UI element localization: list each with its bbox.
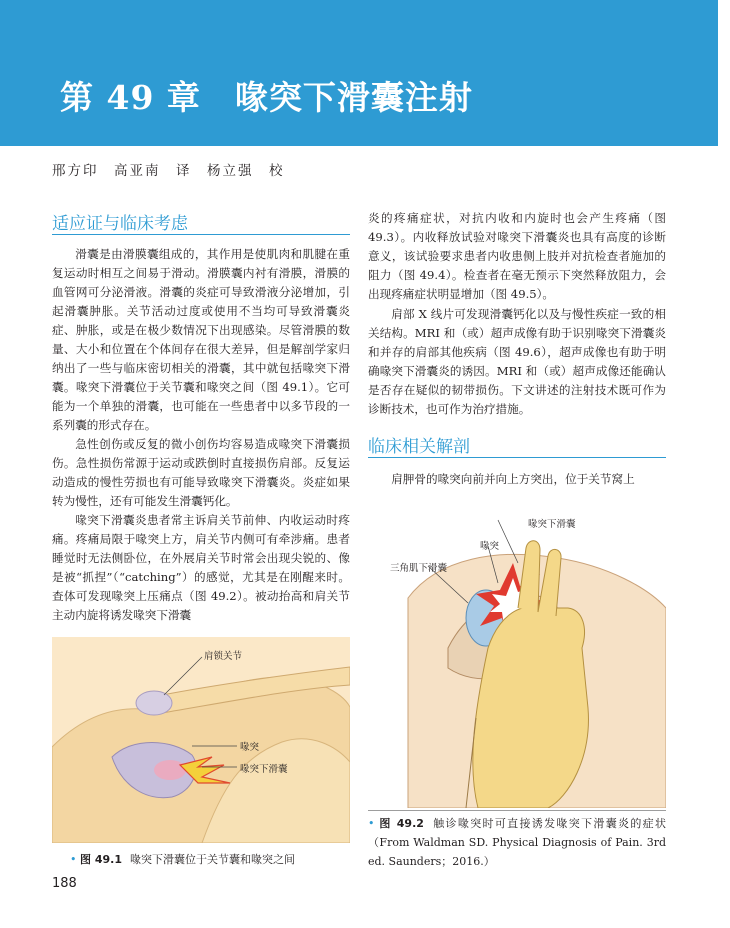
paragraph-imaging: 肩部 X 线片可发现滑囊钙化以及与慢性疾症一致的相关结构。MRI 和（或）超声成像有助于识别喙突下滑囊炎和并存的肩部其他疾病（图 49.6），超声成像也有助于明确喙突下滑囊炎的诱因。MRI 和（或）超声成像还能确认是否存在疑似的韧带损伤。下文讲述的注射技术既可作为诊断技术，也可作为治疗措施。 <box>368 307 666 416</box>
paragraph-symptoms: 喙突下滑囊炎患者常主诉肩关节前伸、内收运动时疼痛。疼痛局限于喙突上方，肩关节内侧可有牵涉痛。患者睡觉时无法侧卧位，在外展肩关节时常会出现尖锐的、像是被“抓捏”（“catching”）的感觉，尤其是在刚醒来时。查体可发现喙突上压痛点（图 49.2）。被动抬高和肩关节主动内旋将诱发喙突下滑囊 <box>52 513 350 622</box>
paragraph-injury: 急性创伤或反复的微小创伤均容易造成喙突下滑囊损伤。急性损伤常源于运动或跌倒时直接损伤肩部。反复运动造成的慢性劳损也有可能导致喙突下滑囊炎。炎症如果转为慢性，还有可能发生滑囊钙化。 <box>52 437 350 508</box>
caption-bullet: • <box>70 853 80 866</box>
label-coracoid: 喙突 <box>240 742 260 753</box>
label-ac-joint: 肩锁关节 <box>204 651 243 662</box>
translator-credits: 邢方印 高亚南 译 杨立强 校 <box>52 163 285 179</box>
heading-rule <box>368 457 666 458</box>
chapter-title: 第 49 章 喙突下滑囊注射 <box>60 78 473 117</box>
label-subcoracoid-bursa: 喙突下滑囊 <box>528 519 576 530</box>
label-subcoracoid-bursa: 喙突下滑囊 <box>240 764 288 775</box>
section-heading-anatomy: 临床相关解剖 <box>368 437 470 457</box>
figure-49-2-caption <box>368 814 666 871</box>
caption-bullet: • <box>368 817 380 830</box>
caption-figure-number: 图 49.2 <box>379 817 424 830</box>
paragraph-anatomy: 肩胛骨的喙突向前并向上方突出，位于关节窝上 <box>391 472 635 486</box>
caption-figure-number: 图 49.1 <box>80 853 122 866</box>
figure-49-1 <box>52 637 350 843</box>
caption-text: 触诊喙突时可直接诱发喙突下滑囊炎的症状（From Waldman SD. Physical Diagnosis of Pain. 3rd ed. Saunders；2016.） <box>368 817 666 868</box>
heading-rule <box>52 234 350 235</box>
page-number: 188 <box>52 876 77 891</box>
figure-49-2 <box>368 508 666 808</box>
shoulder-anatomy-illustration <box>52 637 350 843</box>
paragraph-bursa-intro: 滑囊是由滑膜囊组成的，其作用是使肌肉和肌腱在重复运动时相互之间易于滑动。滑膜囊内衬有滑膜，滑膜的血管网可分泌滑液。滑囊的炎症可导致滑液分泌增加，引起滑囊肿胀。关节活动过度或使用不当均可导致滑囊炎症、肿胀，或是在极少数情况下出现感染。尽管滑膜的数量、大小和位置在个体间存在很大差异，但是解剖学家归纳出了一些与临床密切相关的滑囊，其中就包括喙突下滑囊。喙突下滑囊位于关节囊和喙突之间（图 49.1）。它可能为一个单独的滑囊，也可能在一些患者中以多节段的一系列囊的形式存在。 <box>52 247 350 432</box>
caption-text: 喙突下滑囊位于关节囊和喙突之间 <box>129 853 295 866</box>
label-coracoid: 喙突 <box>480 541 500 552</box>
coracoid-palpation-illustration <box>368 508 666 808</box>
figure-49-1-caption <box>70 850 360 869</box>
paragraph-tests: 炎的疼痛症状，对抗内收和内旋时也会产生疼痛（图 49.3）。内收释放试验对喙突下滑囊炎也具有高度的诊断意义，该试验要求患者内收患侧上肢并对抗检查者施加的阻力（图 49.4）。检查者在毫无预示下突然释放阻力，会出现疼痛症状明显增加（图 49.5）。 <box>368 211 666 301</box>
section-heading-indications: 适应证与临床考虑 <box>52 214 188 234</box>
label-subdeltoid-bursa: 三角肌下滑囊 <box>390 563 448 574</box>
figure-2-rule <box>368 810 666 811</box>
